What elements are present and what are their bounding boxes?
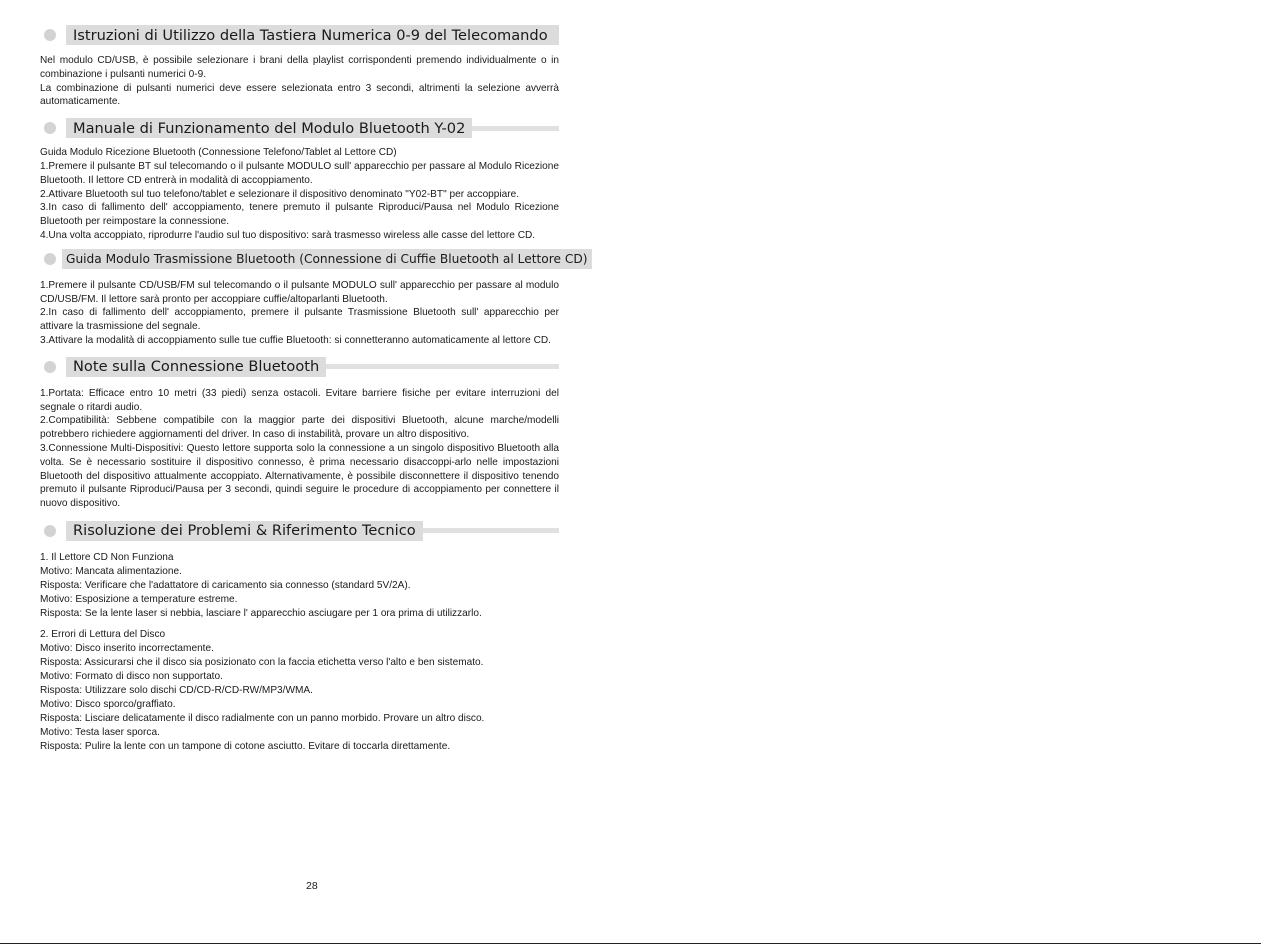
troubleshoot-group-1 [40,551,559,621]
bt-note: 2.Compatibilità: Sebbene compatibile con la maggior parte dei dispositivi Bluetooth, alcune marche/modelli potrebbero richiedere aggiornamenti del driver. In caso di instabilità, provare un altro dispositivo. [40,415,559,441]
troubleshoot-line: Motivo: Testa laser sporca. [40,726,160,738]
troubleshoot-line: Motivo: Disco inserito incorrectamente. [40,642,214,654]
section-header-bt-transmit [40,248,588,270]
bt-receive-step: 4.Una volta accoppiato, riprodurre l'audio sul tuo dispositivo: sarà trasmesso wireless alle casse del lettore CD. [40,229,536,241]
troubleshoot-heading: 1. Il Lettore CD Non Funziona [40,551,174,563]
keypad-paragraph-2: La combinazione di pulsanti numerici deve essere selezionata entro 3 secondi, altrimenti la selezione avverrà automaticamente. [40,82,559,108]
bullet-dot-icon [44,29,56,41]
troubleshoot-line: Motivo: Mancata alimentazione. [40,565,182,577]
bullet-dot-icon [44,253,56,265]
bt-receive-step: 2.Attivare Bluetooth sul tuo telefono/tablet e selezionare il dispositivo denominato "Y02-BT" per accoppiare. [40,188,520,200]
section-title: Guida Modulo Trasmissione Bluetooth (Connessione di Cuffie Bluetooth al Lettore CD) [62,249,592,269]
bt-transmit-step: 2.In caso di fallimento dell' accoppiamento, premere il pulsante Trasmissione Bluetooth sull' apparecchio per attivare la trasmissione del segnale. [40,307,559,333]
troubleshoot-line: Motivo: Formato di disco non supportato. [40,670,223,682]
troubleshoot-group-2 [40,628,559,754]
bt-transmit-step: 3.Attivare la modalità di accoppiamento sulle tue cuffie Bluetooth: si connetteranno automaticamente al lettore CD. [40,334,551,346]
section-header-troubleshooting [40,520,559,542]
troubleshoot-line: Risposta: Utilizzare solo dischi CD/CD-R/CD-RW/MP3/WMA. [40,684,313,696]
troubleshoot-line: Risposta: Pulire la lente con un tampone di cotone asciutto. Evitare di toccarla direttamente. [40,740,451,752]
bt-receive-step: 1.Premere il pulsante BT sul telecomando o il pulsante MODULO sull' apparecchio per passare al Modulo Ricezione Bluetooth. Il lettore CD entrerà in modalità di accoppiamento. [40,160,559,186]
troubleshoot-line: Risposta: Assicurarsi che il disco sia posizionato con la faccia etichetta verso l'alto e ben sistemato. [40,656,484,668]
manual-page-column [40,24,588,754]
troubleshoot-line: Risposta: Lisciare delicatamente il disco radialmente con un panno morbido. Provare un altro disco. [40,712,485,724]
section-title: Manuale di Funzionamento del Modulo Bluetooth Y-02 [66,118,472,138]
keypad-paragraph-1: Nel modulo CD/USB, è possibile selezionare i brani della playlist corrispondenti premendo individualmente o in combinazione i pulsanti numerici 0-9. [40,55,559,80]
bt-note: 3.Connessione Multi-Dispositivi: Questo lettore supporta solo la connessione a un singolo dispositivo Bluetooth alla volta. Se è necessario sostituire il dispositivo connesso, è prima necessario disaccoppi-arlo nelle impostazioni Bluetooth del dispositivo attualmente accoppiato. Alternativamente, è possibile disconnettere il dispositivo tenendo premuto il pulsante Riproduci/Pausa per 3 secondi, quindi seguire le procedure di accoppiamento per connettere il nuovo dispositivo. [40,442,559,510]
bt-note: 1.Portata: Efficace entro 10 metri (33 piedi) senza ostacoli. Evitare barriere fisiche per evitare interruzioni del segnale o ritardi audio. [40,387,559,413]
section-title: Note sulla Connessione Bluetooth [66,357,326,377]
section-header-keypad [40,24,559,46]
section-header-bt-manual [40,117,559,139]
page-number: 28 [306,880,318,892]
bullet-dot-icon [44,361,56,373]
section-title: Risoluzione dei Problemi & Riferimento Tecnico [66,521,423,541]
troubleshoot-line: Motivo: Disco sporco/graffiato. [40,698,176,710]
bt-transmit-step: 1.Premere il pulsante CD/USB/FM sul telecomando o il pulsante MODULO sull' apparecchio per passare al modulo CD/USB/FM. Il lettore sarà pronto per accoppiare cuffie/altoparlanti Bluetooth. [40,279,559,305]
troubleshoot-heading: 2. Errori di Lettura del Disco [40,628,166,640]
section-header-bt-notes [40,356,559,378]
section-rule [423,528,559,533]
page-bottom-rule [0,943,1261,944]
section-rule [326,364,559,369]
section-rule [472,126,559,131]
bullet-dot-icon [44,122,56,134]
troubleshoot-line: Risposta: Verificare che l'adattatore di caricamento sia connesso (standard 5V/2A). [40,579,411,591]
bt-receive-intro: Guida Modulo Ricezione Bluetooth (Connessione Telefono/Tablet al Lettore CD) [40,147,397,159]
troubleshoot-line: Motivo: Esposizione a temperature estreme. [40,593,238,605]
section-title: Istruzioni di Utilizzo della Tastiera Numerica 0-9 del Telecomando [66,25,559,45]
troubleshoot-line: Risposta: Se la lente laser si nebbia, lasciare l' apparecchio asciugare per 1 ora prima di utilizzarlo. [40,607,482,619]
bullet-dot-icon [44,525,56,537]
bt-receive-step: 3.In caso di fallimento dell' accoppiamento, tenere premuto il pulsante Riproduci/Pausa nel Modulo Ricezione Bluetooth per reimpostare la connessione. [40,202,559,228]
